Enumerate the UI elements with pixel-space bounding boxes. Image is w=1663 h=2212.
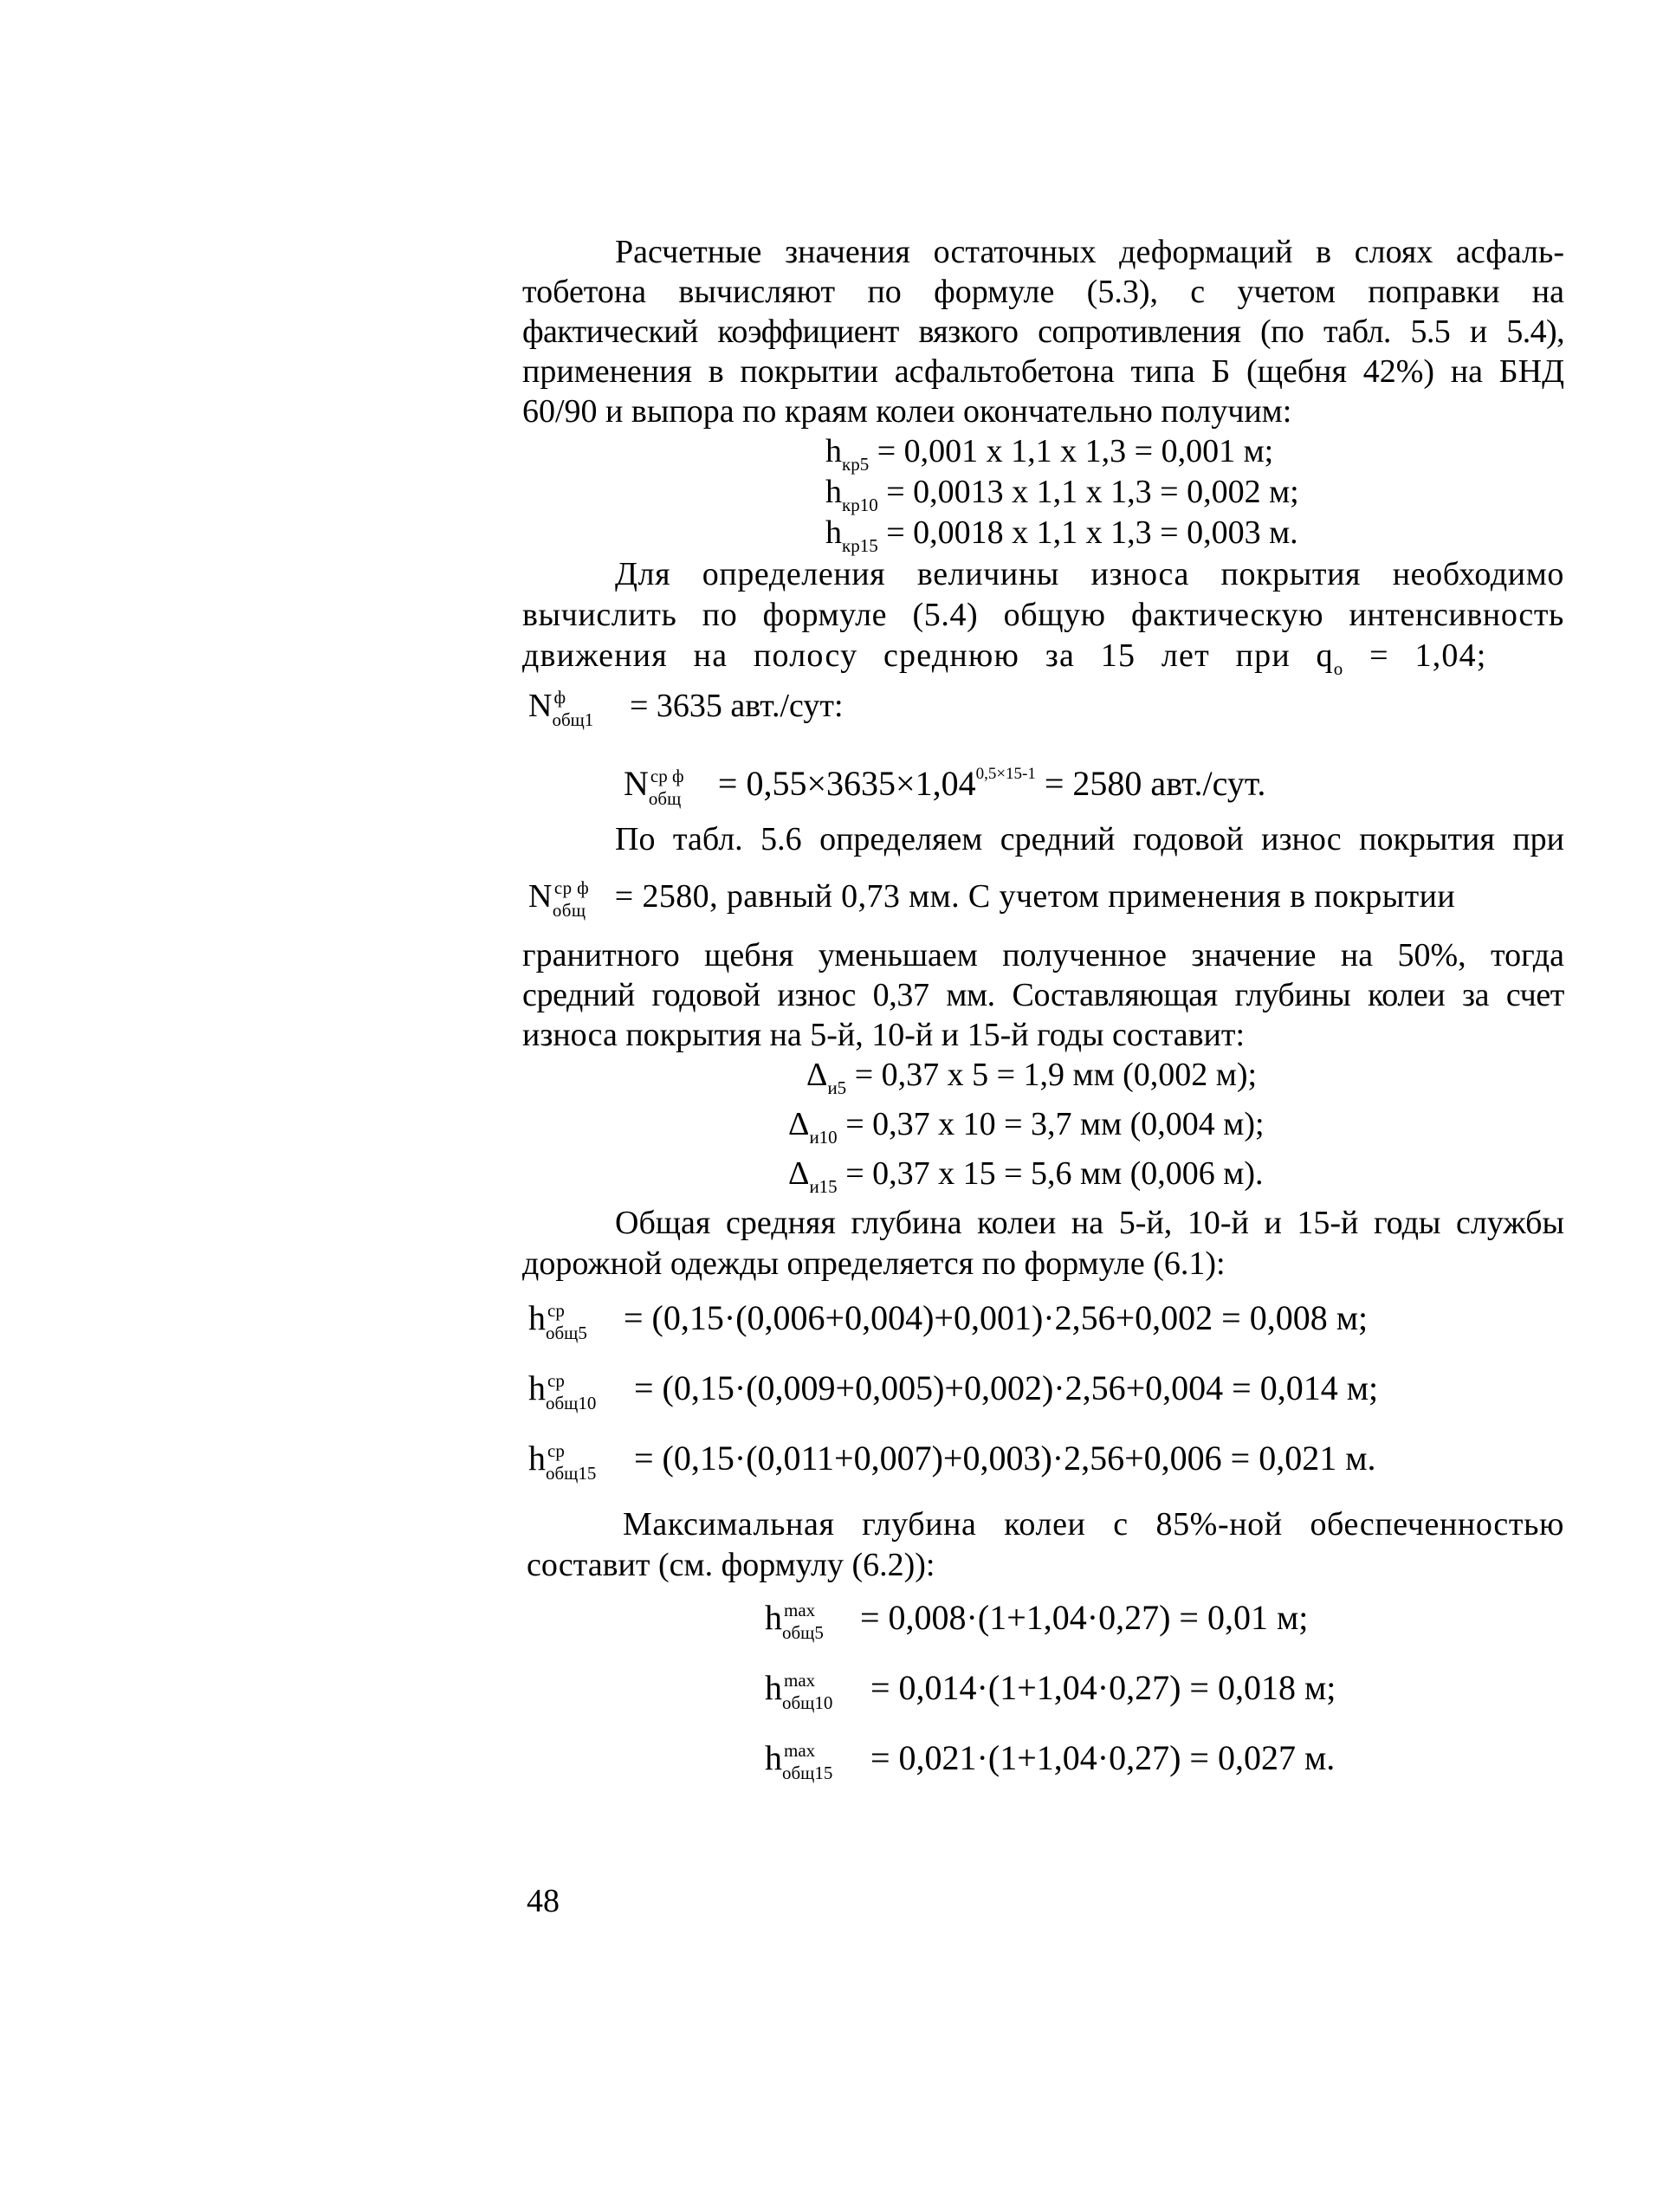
formula-h-max-15 [765, 1738, 1336, 1783]
paragraph-line: гранитного щебня уменьшаем полученное значение на 50%, тогда [522, 937, 1564, 973]
formula-subscript: общ10 [546, 1393, 597, 1413]
formula-superscript: ср [547, 1300, 565, 1321]
h-symbol: h [825, 514, 842, 551]
paragraph-line: дорожной одежды определяется по формуле (6.1): [522, 1245, 1226, 1282]
index-stack [648, 766, 709, 809]
page-number: 48 [527, 1883, 560, 1919]
formula-n-average [624, 766, 1265, 807]
index-stack [546, 1300, 615, 1343]
formula-subscript: кр5 [842, 454, 870, 475]
paragraph-line: Для определения величины износа покрытия необходимо [615, 556, 1564, 592]
formula-superscript: ф [553, 687, 566, 708]
h-symbol: h [825, 474, 842, 510]
delta-symbol: Δ [788, 1106, 810, 1142]
formula-h-max-10 [765, 1668, 1336, 1713]
formula-expression: = (0,15·(0,011+0,007)+0,003)·2,56+0,006 = 0,021 м. [625, 1439, 1376, 1478]
h-symbol: h [765, 1738, 782, 1777]
delta-symbol: Δ [788, 1155, 810, 1192]
formula-subscript: общ1 [552, 709, 594, 730]
formula-expression: = 3635 авт./сут: [621, 688, 844, 724]
formula-subscript: о [1333, 658, 1344, 679]
index-stack [552, 877, 606, 921]
index-stack [546, 1370, 625, 1413]
formula-subscript: общ15 [546, 1463, 597, 1484]
formula-superscript: max [784, 1670, 816, 1691]
formula-subscript: общ [552, 900, 586, 921]
formula-h-avg-5 [528, 1298, 1369, 1343]
paragraph-line: тобетона вычисляют по формуле (5.3), с учетом поправки на [522, 274, 1564, 310]
formula-superscript: ср [547, 1370, 565, 1391]
paragraph-line: составит (см. формулу (6.2)): [527, 1547, 935, 1583]
formula-superscript: ср [547, 1440, 565, 1461]
formula-h-kr15 [825, 516, 1298, 555]
paragraph-line: Общая средняя глубина колеи на 5-й, 10-й и 15-й годы службы [615, 1205, 1564, 1241]
paragraph-line: применения в покрытии асфальтобетона типа Б (щебня 42%) на БНД [522, 353, 1564, 390]
formula-expression: = 0,37 x 10 = 3,7 мм (0,004 м); [837, 1106, 1265, 1142]
h-symbol: h [825, 433, 842, 469]
paragraph-line: средний годовой износ 0,37 мм. Составляющая глубины колеи за счет [522, 977, 1564, 1013]
n-symbol: N [528, 688, 553, 724]
formula-subscript: общ10 [782, 1692, 833, 1713]
formula-expression: = 2580 авт./сут. [1035, 764, 1266, 803]
index-stack [552, 687, 621, 730]
formula-h-avg-15 [528, 1441, 1376, 1482]
formula-expression: = 0,014·(1+1,04·0,27) = 0,018 м; [862, 1668, 1336, 1707]
paragraph-text: движения на полосу среднюю за 15 лет при q [522, 637, 1334, 674]
formula-expression: = 0,008·(1+1,04·0,27) = 0,01 м; [851, 1598, 1309, 1637]
formula-subscript: общ15 [782, 1762, 833, 1783]
paragraph-line: По табл. 5.6 определяем средний годовой износ покрытия при [615, 821, 1564, 857]
formula-delta-5 [806, 1058, 1257, 1097]
formula-subscript: и10 [809, 1127, 838, 1148]
n-symbol: N [624, 764, 649, 803]
h-symbol: h [528, 1368, 546, 1407]
formula-superscript: ср ф [650, 766, 684, 786]
formula-expression: = 1,04; [1343, 637, 1487, 674]
paragraph-line-q0 [522, 639, 1564, 678]
formula-expression: = 0,37 x 15 = 5,6 мм (0,006 м). [837, 1155, 1264, 1192]
index-stack [546, 1440, 625, 1484]
paragraph-text: = 2580, равный 0,73 мм. С учетом применения в покрытии [605, 878, 1456, 915]
paragraph-line: 60/90 и выпора по краям колеи окончательно получим: [522, 393, 1292, 430]
formula-superscript: max [784, 1600, 816, 1620]
formula-expression: = 0,001 x 1,1 x 1,3 = 0,001 м; [869, 433, 1274, 469]
formula-h-kr5 [825, 435, 1273, 474]
formula-exponent: 0,5×15-1 [975, 765, 1036, 783]
paragraph-line: Расчетные значения остаточных деформаций в слоях асфаль- [615, 234, 1564, 270]
formula-n-fact [528, 689, 844, 728]
formula-expression: = 0,0018 x 1,1 x 1,3 = 0,003 м. [877, 514, 1298, 551]
formula-delta-10 [788, 1108, 1265, 1147]
paragraph-line-n-average [528, 877, 1564, 921]
formula-h-kr10 [825, 475, 1299, 514]
formula-expression: = (0,15·(0,009+0,005)+0,002)·2,56+0,004 = 0,014 м; [625, 1368, 1379, 1407]
formula-subscript: и15 [809, 1176, 838, 1197]
paragraph-line: фактический коэффициент вязкого сопротивления (по табл. 5.5 и 5.4), [522, 314, 1564, 350]
h-symbol: h [765, 1598, 782, 1637]
index-stack [782, 1600, 851, 1643]
paragraph-line: вычислить по формуле (5.4) общую фактическую интенсивность [522, 597, 1564, 633]
formula-subscript: кр15 [842, 535, 878, 556]
formula-superscript: ср ф [553, 877, 590, 898]
formula-subscript: общ5 [546, 1323, 587, 1343]
formula-expression: = 0,55×3635×1,04 [709, 764, 976, 803]
formula-expression: = (0,15·(0,006+0,004)+0,001)·2,56+0,002 = 0,008 м; [615, 1298, 1369, 1337]
formula-expression: = 0,0013 x 1,1 x 1,3 = 0,002 м; [877, 474, 1299, 510]
formula-delta-15 [788, 1157, 1264, 1196]
paragraph-line: Максимальная глубина колеи с 85%-ной обеспеченностью [623, 1506, 1564, 1543]
formula-expression: = 0,37 x 5 = 1,9 мм (0,002 м); [846, 1057, 1258, 1093]
h-symbol: h [528, 1439, 546, 1478]
n-symbol: N [528, 878, 553, 915]
formula-h-max-5 [765, 1598, 1309, 1643]
h-symbol: h [528, 1298, 546, 1337]
formula-subscript: общ5 [782, 1622, 824, 1643]
formula-superscript: max [784, 1740, 816, 1761]
formula-expression: = 0,021·(1+1,04·0,27) = 0,027 м. [862, 1738, 1336, 1777]
index-stack [782, 1740, 862, 1783]
formula-subscript: и5 [827, 1077, 847, 1098]
formula-subscript: кр10 [842, 495, 878, 515]
index-stack [782, 1670, 862, 1713]
formula-subscript: общ [648, 788, 682, 809]
h-symbol: h [765, 1668, 782, 1707]
paragraph-line: износа покрытия на 5-й, 10-й и 15-й годы составит: [522, 1017, 1246, 1053]
formula-h-avg-10 [528, 1368, 1379, 1413]
delta-symbol: Δ [806, 1057, 828, 1093]
